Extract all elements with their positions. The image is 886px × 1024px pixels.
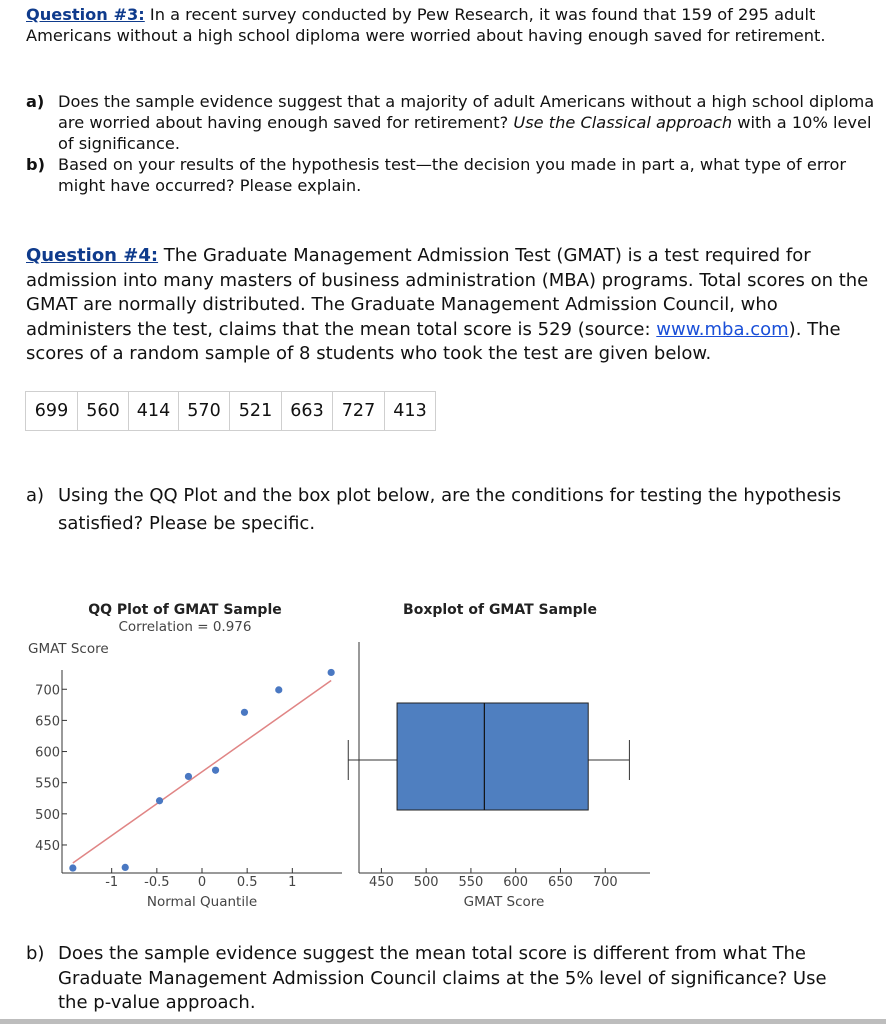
qq-y-tick-label: 700 [35,683,60,699]
qq-point [69,864,76,871]
qq-point [275,686,282,693]
question-4-part-a [26,482,846,538]
part-a-text: Does the sample evidence suggest that a majority of adult Americans without a high school diploma are worried about having enough saved for retirement? [58,92,875,132]
score-cell: 521 [230,392,282,431]
qq-point [241,709,248,716]
part-label: a) [26,485,45,506]
qq-subtitle: Correlation = 0.976 [118,619,252,635]
score-cell: 413 [385,392,436,431]
box-x-tick-label: 700 [592,875,618,890]
question-3-parts [26,91,876,196]
qq-y-tick-label: 450 [35,838,60,854]
qq-plot [28,602,342,910]
qq-title: QQ Plot of GMAT Sample [88,602,282,618]
qq-y-tick-label: 600 [35,745,60,761]
box-x-axis-label: GMAT Score [463,894,545,910]
part-a-italic: Use the Classical approach [513,113,733,132]
question-4-heading: Question #4: [26,245,159,266]
qq-point [122,864,129,871]
question-4-part-b [26,942,846,1016]
score-cell: 414 [129,392,179,431]
score-cell: 663 [282,392,333,431]
question-3-heading: Question #3: [26,5,145,24]
qq-x-tick-label: -0.5 [144,875,170,890]
part-label: b) [26,155,45,174]
box-iqr [397,703,588,810]
question-4-text-1: The Graduate Management Admission Test (GMAT) is a test required for admission into many masters of business administration (MBA) programs. Total scores on the GMAT are normally distributed. The Graduate Management Admission Council, who administers the test, claims that the mean total score is 529 (source: [26,245,869,340]
mba-link[interactable]: www.mba.com [656,318,789,340]
box-x-tick-label: 600 [503,875,529,890]
score-cell: 570 [179,392,230,431]
qq-x-tick-label: 1 [288,875,297,890]
scores-table [25,391,436,431]
part-a-text: Using the QQ Plot and the box plot below, are the conditions for testing the hypothesis satisfied? Please be specific. [58,485,842,534]
box-plot [348,602,650,910]
qq-x-tick-label: 0.5 [236,875,258,890]
qq-x-tick-label: -1 [105,875,119,890]
box-x-tick-label: 500 [413,875,439,890]
box-x-tick-label: 650 [548,875,573,890]
part-label: a) [26,92,45,111]
qq-y-axis-label: GMAT Score [28,641,109,657]
score-cell: 699 [26,392,78,431]
box-title: Boxplot of GMAT Sample [403,602,597,618]
score-cell: 560 [78,392,129,431]
question-3-text: In a recent survey conducted by Pew Research, it was found that 159 of 295 adult Americans without a high school diploma were worried about having enough saved for retirement. [26,5,826,45]
qq-point [328,669,335,676]
qq-fit-line [73,681,331,863]
qq-x-tick-label: 0 [197,875,207,890]
question-4-text-2: ). The scores of a random sample of 8 students who took the test are given below. [26,318,841,365]
qq-y-tick-label: 550 [35,776,60,792]
part-b-text: Does the sample evidence suggest the mean total score is different from what The Graduate Management Admission Council claims at the 5% level of significance? Use the p-value approach. [58,943,827,1013]
question-3-part-b [26,154,876,196]
table-row [26,392,436,431]
qq-point [185,773,192,780]
box-shape [348,703,629,810]
question-4-intro [26,244,876,367]
box-x-tick-label: 550 [458,875,484,890]
qq-x-ticks [105,868,296,890]
qq-y-tick-label: 650 [35,714,60,730]
box-x-tick-label: 450 [368,875,394,890]
qq-x-axis-label: Normal Quantile [146,894,258,910]
qq-y-tick-label: 500 [35,807,60,823]
qq-point [156,797,163,804]
question-3-part-a [26,91,876,154]
qq-point [212,767,219,774]
part-label: b) [26,943,45,964]
box-x-ticks [369,868,618,890]
part-a-tail: with a 10% level of significance. [58,113,872,153]
question-3-intro [26,4,876,46]
charts-figure [0,590,886,920]
horizontal-scrollbar[interactable] [0,1019,886,1024]
part-b-text: Based on your results of the hypothesis test—the decision you made in part a, what type of error might have occurred? Please explain. [58,155,847,195]
score-cell: 727 [333,392,385,431]
qq-points [69,669,335,872]
